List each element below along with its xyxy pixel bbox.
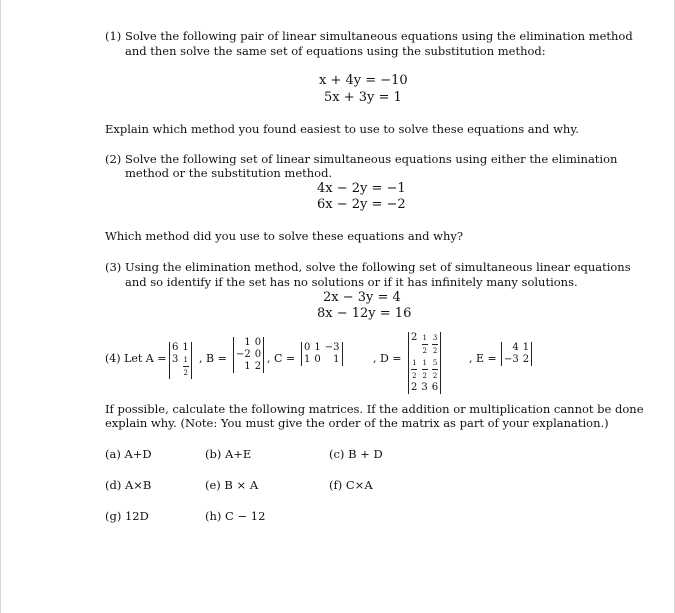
- matrix-cell: $\frac{3}{2}$: [432, 334, 438, 355]
- matrix-cell: 4: [512, 342, 519, 353]
- q2-text-line1: (2) Solve the following set of linear simultaneous equations using either the elimination: [105, 152, 618, 166]
- matrix-cell: 1: [182, 342, 189, 353]
- q1-equation-1: x + 4y = −10: [319, 73, 408, 88]
- q3-text-line1: (3) Using the elimination method, solve the following set of simultaneous linear equations: [105, 260, 631, 274]
- q1-equation-2: 5x + 3y = 1: [324, 90, 402, 105]
- matrix-cell: 2: [411, 332, 418, 343]
- q4-para-line1: If possible, calculate the following matrices. If the addition or multiplication cannot be done: [105, 402, 644, 416]
- q2-text-line2: method or the substitution method.: [125, 166, 333, 180]
- matrix-d: [408, 332, 441, 394]
- q4-label-e: , E =: [469, 352, 497, 365]
- q4-part-f: (f) C×A: [329, 478, 373, 492]
- q4-part-h: (h) C − 12: [205, 509, 266, 523]
- q4-part-g: (g) 12D: [105, 509, 149, 523]
- matrix-cell: $\frac{1}{2}$: [422, 334, 427, 355]
- q4-intro: (4) Let A =: [105, 352, 167, 365]
- q1-explain: Explain which method you found easiest to use to solve these equations and why.: [105, 122, 579, 136]
- matrix-cell: 3: [172, 354, 179, 365]
- q1-text-line2: and then solve the same set of equations using the substitution method:: [125, 44, 546, 58]
- matrix-cell: 0: [254, 349, 262, 360]
- matrix-cell: 0: [304, 342, 311, 353]
- matrix-cell: $\frac{5}{2}$: [432, 359, 438, 380]
- matrix-cell: 1: [304, 354, 311, 365]
- q3-equation-1: 2x − 3y = 4: [323, 290, 401, 305]
- matrix-cell: $\frac{1}{2}$: [422, 359, 427, 380]
- q2-equation-2: 6x − 2y = −2: [317, 197, 406, 212]
- q1-text-line1: (1) Solve the following pair of linear simultaneous equations using the elimination method: [105, 29, 633, 43]
- q4-label-c: , C =: [267, 352, 296, 365]
- matrix-cell: 6: [172, 342, 179, 353]
- matrix-grid: [501, 342, 532, 366]
- matrix-cell: −2: [236, 349, 251, 360]
- matrix-cell: −3: [504, 354, 519, 365]
- matrix-a: [169, 342, 192, 379]
- q4-part-a: (a) A+D: [105, 447, 152, 461]
- matrix-cell: $\frac{1}{2}$: [412, 359, 417, 380]
- matrix-cell: $\frac{1}{2}$: [183, 356, 188, 377]
- q4-part-c: (c) B + D: [329, 447, 383, 461]
- q4-part-d: (d) A×B: [105, 478, 152, 492]
- matrix-cell: 1: [244, 361, 251, 372]
- q4-label-b: , B =: [199, 352, 227, 365]
- matrix-cell: 1: [333, 354, 340, 365]
- matrix-cell: 6: [431, 382, 439, 393]
- q4-part-b: (b) A+E: [205, 447, 252, 461]
- q2-equation-1: 4x − 2y = −1: [317, 181, 406, 196]
- matrix-cell: 0: [314, 354, 321, 365]
- matrix-cell: 1: [314, 342, 321, 353]
- matrix-cell: 3: [421, 382, 428, 393]
- q4-para-line2: explain why. (Note: You must give the order of the matrix as part of your explanation.): [105, 416, 609, 430]
- q4-label-d: , D =: [373, 352, 402, 365]
- matrix-cell: 2: [411, 382, 418, 393]
- matrix-e: [501, 342, 532, 366]
- q3-equation-2: 8x − 12y = 16: [317, 306, 412, 321]
- matrix-grid: [408, 332, 441, 394]
- matrix-cell: 1: [244, 337, 251, 348]
- q3-text-line2: and so identify if the set has no solutions or if it has infinitely many solutions.: [125, 275, 578, 289]
- matrix-cell: 0: [254, 337, 262, 348]
- matrix-grid: [301, 342, 343, 366]
- matrix-b: [233, 337, 264, 373]
- matrix-cell: 2: [254, 361, 262, 372]
- matrix-grid: [169, 342, 192, 379]
- matrix-cell: −3: [324, 342, 340, 353]
- q2-explain: Which method did you use to solve these equations and why?: [105, 229, 464, 243]
- matrix-c: [301, 342, 343, 366]
- matrix-cell: 1: [522, 342, 530, 353]
- matrix-cell: 2: [522, 354, 530, 365]
- q4-part-e: (e) B × A: [205, 478, 259, 492]
- matrix-grid: [233, 337, 264, 373]
